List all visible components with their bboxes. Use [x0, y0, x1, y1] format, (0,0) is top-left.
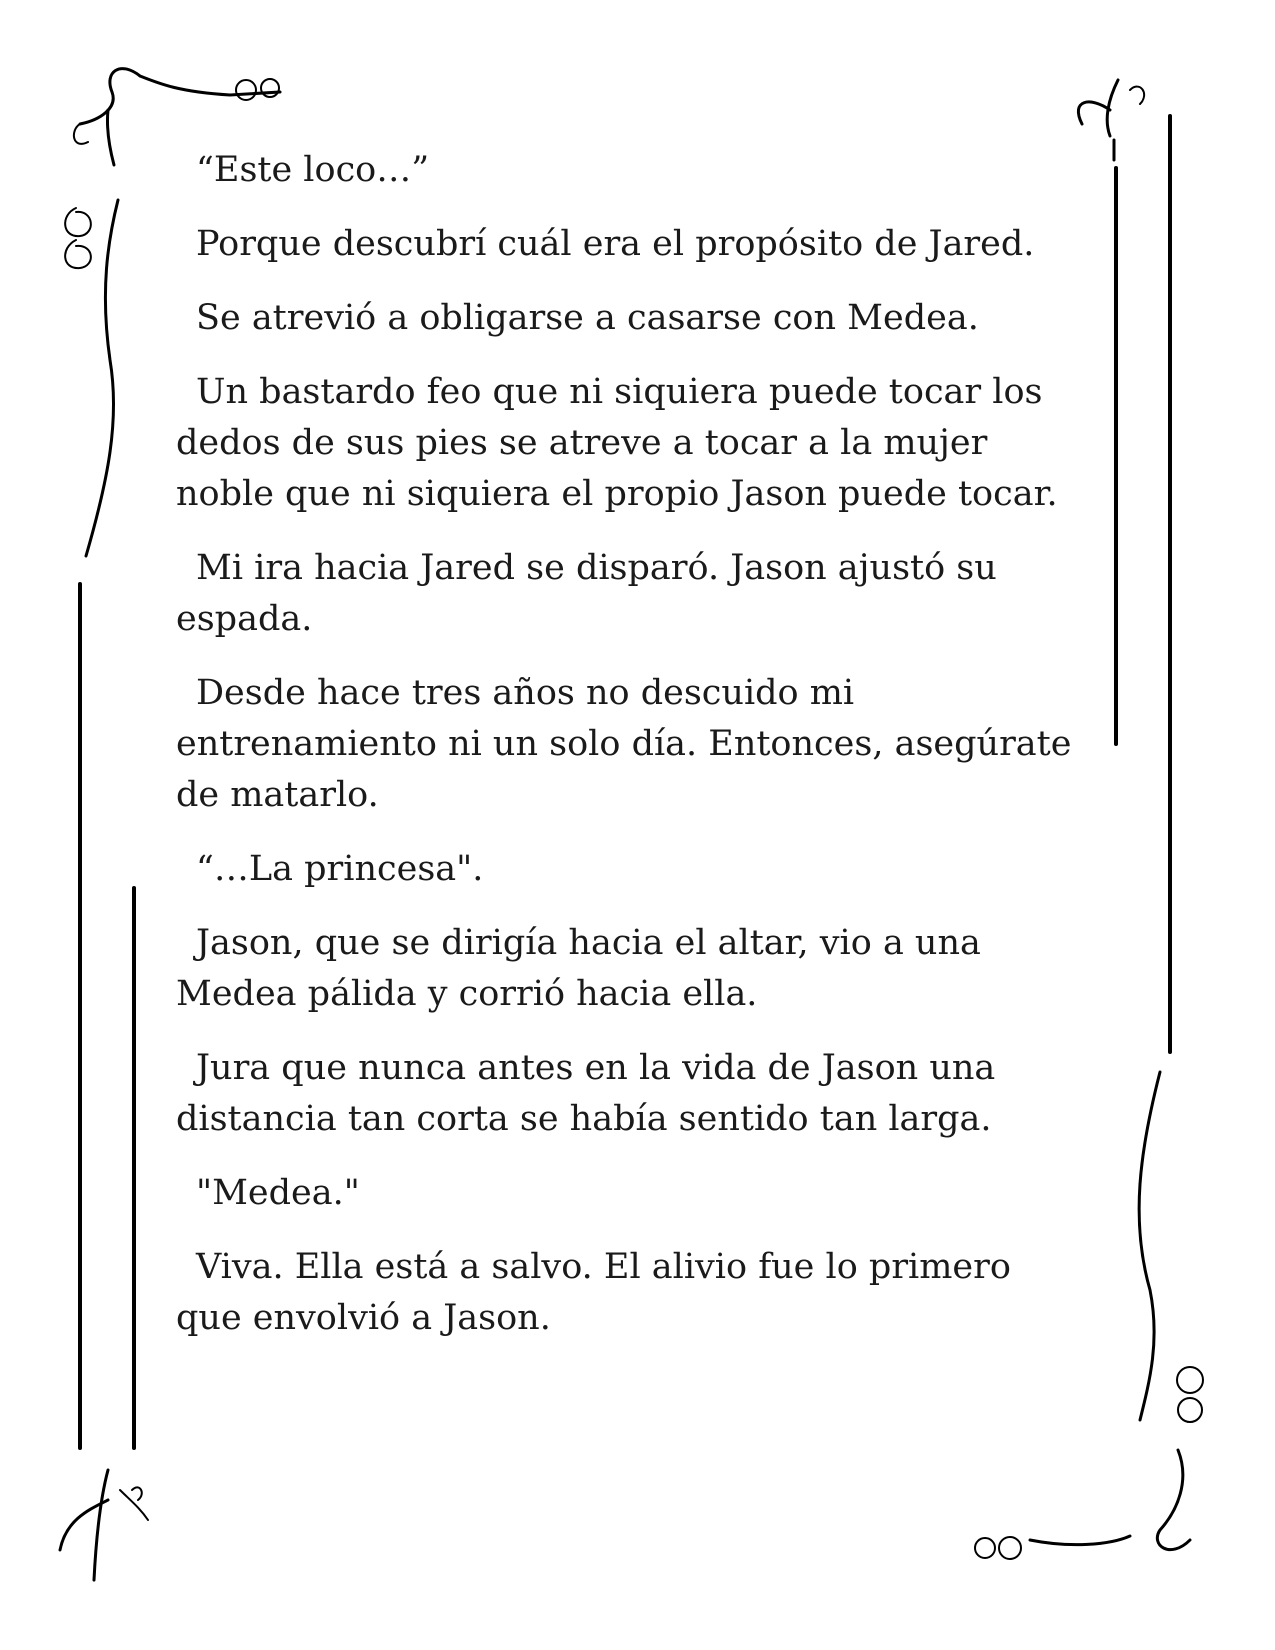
paragraph: “…La princesa". [196, 849, 484, 889]
paragraph: Se atrevió a obligarse a casarse con Medea. [196, 298, 979, 338]
paragraph: Porque descubrí cuál era el propósito de Jared. [196, 224, 1035, 264]
paragraph: Desde hace tres años no descuido mi entrenamiento ni un solo día. Entonces, asegúrate de matarlo. [176, 673, 1072, 815]
paragraph: Jura que nunca antes en la vida de Jason una distancia tan corta se había sentido tan larga. [176, 1048, 996, 1139]
paragraph: Mi ira hacia Jared se disparó. Jason ajustó su espada. [176, 548, 997, 639]
paragraph: Jason, que se dirigía hacia el altar, vio a una Medea pálida y corrió hacia ella. [176, 923, 981, 1014]
paragraph: “Este loco…” [196, 150, 430, 190]
paragraph: "Medea." [196, 1173, 360, 1213]
paragraph: Viva. Ella está a salvo. El alivio fue lo primero que envolvió a Jason. [176, 1247, 1011, 1338]
paragraph: Un bastardo feo que ni siquiera puede tocar los dedos de sus pies se atreve a tocar a la mujer noble que ni siquiera el propio Jason puede tocar. [176, 372, 1058, 514]
top-right-flourish-icon [1078, 80, 1144, 160]
page-text [176, 145, 1081, 1367]
bottom-left-flourish-icon [60, 1470, 148, 1580]
